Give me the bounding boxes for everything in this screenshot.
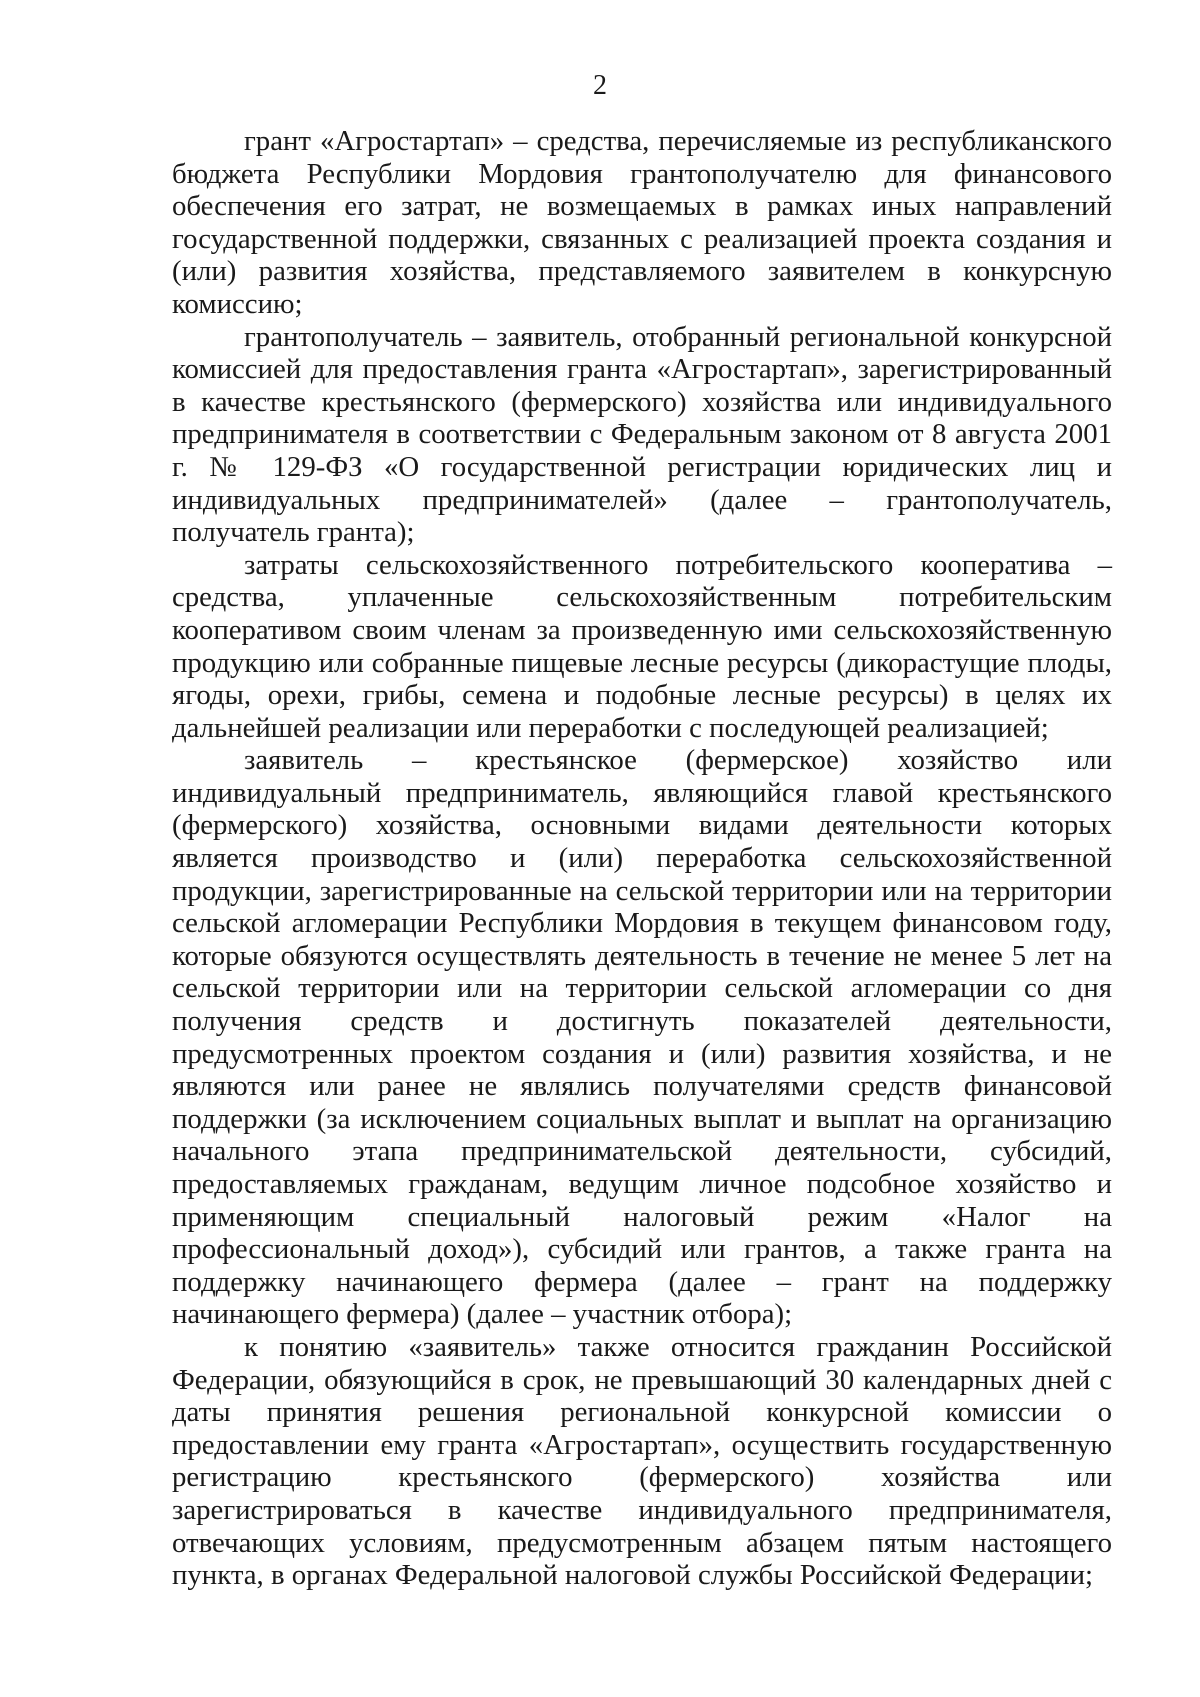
paragraph-applicant-definition: заявитель – крестьянское (фермерское) хозяйство или индивидуальный предприниматель, являющийся главой крестьянского (фермерского) хозяйства, основными видами деятельности которых является производство и (или) переработка сельскохозяйственной продукции, зарегистрированные на сельской территории или на территории сельской агломерации Республики Мордовия в текущем финансовом году, которые обязуются осуществлять деятельность в течение не менее 5 лет на сельской территории или на территории сельской агломерации со дня получения средств и достигнуть показателей деятельности, предусмотренных проектом создания и (или) развития хозяйства, и не являются или ранее не являлись получателями средств финансовой поддержки (за исключением социальных выплат и выплат на организацию начального этапа предпринимательской деятельности, субсидий, предоставляемых гражданам, ведущим личное подсобное хозяйство и применяющим специальный налоговый режим «Налог на профессиональный доход»), субсидий или грантов, а также гранта на поддержку начинающего фермера (далее – грант на поддержку начинающего фермера) (далее – участник отбора); xyxy=(172,744,1112,1331)
page-number: 2 xyxy=(593,70,607,101)
paragraph-applicant-citizen-clause: к понятию «заявитель» также относится гражданин Российской Федерации, обязующийся в срок, не превышающий 30 календарных дней с даты принятия решения региональной конкурсной комиссии о предоставлении ему гранта «Агростартап», осуществить государственную регистрацию крестьянского (фермерского) хозяйства или зарегистрироваться в качестве индивидуального предпринимателя, отвечающих условиям, предусмотренным абзацем пятым настоящего пункта, в органах Федеральной налоговой службы Российской Федерации; xyxy=(172,1330,1112,1592)
paragraph-cooperative-costs-definition: затраты сельскохозяйственного потребительского кооператива – средства, уплаченные сельскохозяйственным потребительским кооперативом своим членам за произведенную ими сельскохозяйственную продукцию или собранные пищевые лесные ресурсы (дикорастущие плоды, ягоды, орехи, грибы, семена и подобные лесные ресурсы) в целях их дальнейшей реализации или переработки с последующей реализацией; xyxy=(172,548,1112,744)
paragraph-grantee-definition: грантополучатель – заявитель, отобранный региональной конкурсной комиссией для предоставления гранта «Агростартап», зарегистрированный в качестве крестьянского (фермерского) хозяйства или индивидуального предпринимателя в соответствии с Федеральным законом от 8 августа 2001 г. № 129-ФЗ «О государственной регистрации юридических лиц и индивидуальных предпринимателей» (далее – грантополучатель, получатель гранта); xyxy=(172,320,1112,549)
paragraph-grant-definition: грант «Агростартап» – средства, перечисляемые из республиканского бюджета Республики Мордовия грантополучателю для финансового обеспечения его затрат, не возмещаемых в рамках иных направлений государственной поддержки, связанных с реализацией проекта создания и (или) развития хозяйства, представляемого заявителем в конкурсную комиссию; xyxy=(172,125,1112,320)
document-body xyxy=(172,125,1112,1592)
